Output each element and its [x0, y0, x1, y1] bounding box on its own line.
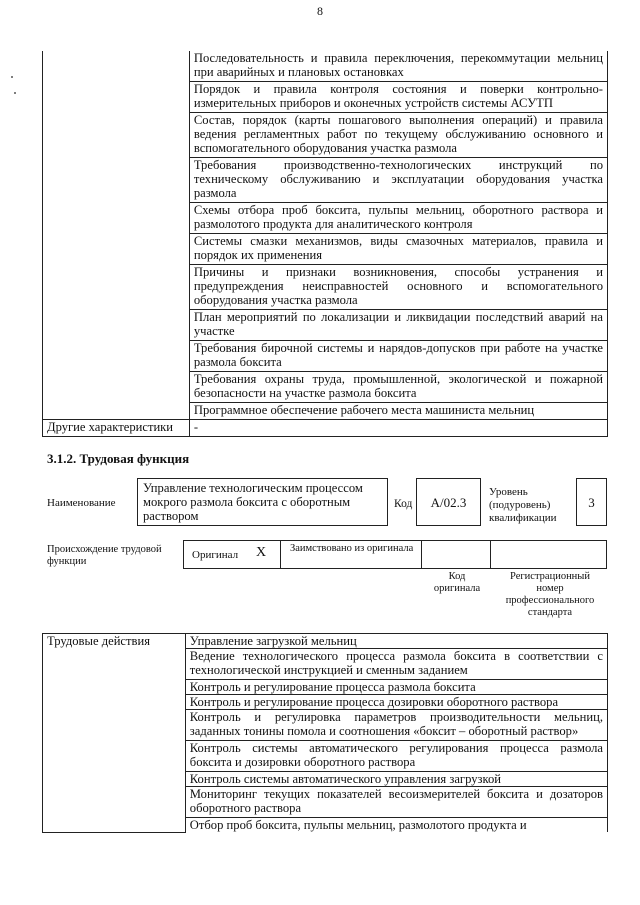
scan-speck [14, 92, 16, 94]
labor-action-item: Контроль и регулирование процесса размола боксита [185, 680, 607, 695]
labor-action-item: Контроль и регулировка параметров производительности мельниц, заданных тонины помола и соотношения «боксит – оборотный раствор» [185, 710, 607, 741]
qualification-level-label: Уровень (подуровень) квалификации [489, 486, 557, 524]
origin-divider [280, 540, 281, 569]
knowledge-item: Порядок и правила контроля состояния и поверки контрольно-измерительных приборов и оконечных устройств системы АСУТП [189, 82, 607, 113]
function-code: А/02.3 [416, 478, 481, 526]
labor-action-item: Мониторинг текущих показателей весоизмерителей боксита и дозаторов оборотного раствора [185, 787, 607, 818]
knowledge-item: План мероприятий по локализации и ликвидации последствий аварий на участке [189, 310, 607, 341]
knowledge-item: Состав, порядок (карты пошагового выполнения операций) и правила ведения регламентных работ по текущему обслуживанию основного и вспомогательного оборудования участка размола [189, 113, 607, 158]
scan-speck [11, 76, 13, 78]
knowledge-item: Требования производственно-технологических инструкций по техническому обслуживанию и эксплуатации оборудования участка размола [189, 158, 607, 203]
knowledge-item: Требования бирочной системы и нарядов-допусков при работе на участке размола боксита [189, 341, 607, 372]
origin-label: Происхождение трудовой функции [47, 544, 162, 567]
knowledge-item: Причины и признаки возникновения, способы устранения и предупреждения неисправностей основного и вспомогательного оборудования участка размола [189, 265, 607, 310]
labor-action-item: Контроль системы автоматического регулирования процесса размола боксита и дозировки оборотного раствора [185, 741, 607, 772]
knowledge-item: Требования охраны труда, промышленной, экологической и пожарной безопасности на участке размола боксита [189, 372, 607, 403]
knowledge-item: Схемы отбора проб боксита, пульпы мельниц, оборотного раствора и размолотого продукта для аналитического контроля [189, 203, 607, 234]
labor-action-item: Отбор проб боксита, пульпы мельниц, размолотого продукта и [185, 818, 607, 833]
original-label: Оригинал [192, 549, 239, 561]
knowledge-item: Системы смазки механизмов, виды смазочных материалов, правила и порядок их применения [189, 234, 607, 265]
labor-actions-label: Трудовые действия [43, 634, 186, 833]
origin-divider [490, 540, 491, 569]
labor-action-item: Контроль системы автоматического управления загрузкой [185, 772, 607, 787]
registration-number-label: Регистрационный номер профессионального стандарта [505, 571, 595, 618]
function-name: Управление технологическим процессом мокрого размола боксита с оборотным раствором [137, 478, 388, 526]
name-label: Наименование [47, 497, 116, 509]
origin-divider [421, 540, 422, 569]
labor-action-item: Контроль и регулирование процесса дозировки оборотного раствора [185, 695, 607, 710]
code-original-label: Код оригинала [433, 571, 481, 594]
qualification-level-value: 3 [576, 478, 607, 526]
labor-action-item: Управление загрузкой мельниц [185, 634, 607, 649]
page-number: 8 [317, 4, 323, 18]
borrowed-label: Заимствовано из оригинала [290, 543, 414, 554]
knowledge-table [42, 51, 608, 437]
other-characteristics-label: Другие характеристики [43, 420, 190, 437]
other-characteristics-value: - [189, 420, 607, 437]
labor-action-item: Ведение технологического процесса размола боксита в соответствии с технологической инструкцией и сменным заданием [185, 649, 607, 680]
code-label: Код [394, 498, 413, 510]
original-mark: X [256, 545, 267, 560]
labor-actions-table [42, 633, 608, 833]
knowledge-item: Последовательность и правила переключения, перекоммутации мельниц при аварийных и плановых остановках [189, 51, 607, 82]
section-heading: 3.1.2. Трудовая функция [47, 451, 190, 466]
knowledge-label-cell [43, 51, 190, 420]
knowledge-item: Программное обеспечение рабочего места машиниста мельниц [189, 403, 607, 420]
